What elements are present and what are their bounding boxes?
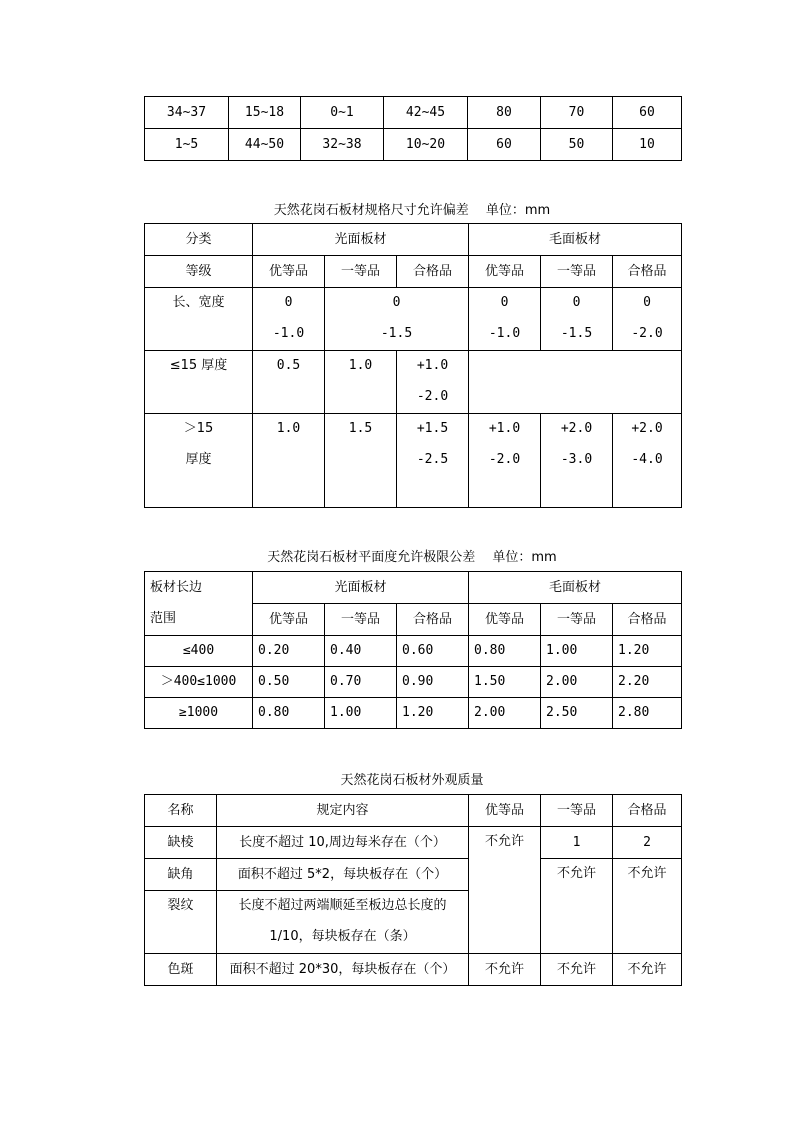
label-upper: ＞15 bbox=[183, 421, 214, 436]
table-appearance-quality bbox=[144, 794, 682, 986]
table-cell bbox=[397, 414, 469, 508]
header-polished: 光面板材 bbox=[253, 224, 469, 256]
header-rough: 毛面板材 bbox=[469, 572, 682, 604]
table-row bbox=[145, 288, 682, 351]
table-cell: 0~1 bbox=[301, 97, 384, 129]
table-cell: 2.00 bbox=[541, 667, 613, 698]
table-cell: 10~20 bbox=[384, 129, 468, 161]
value-upper: 0 bbox=[572, 295, 581, 310]
table-header-row bbox=[145, 224, 682, 256]
table-cell: 0.50 bbox=[253, 667, 325, 698]
table-cell bbox=[541, 288, 613, 351]
table-cell bbox=[253, 288, 325, 351]
header-grade-cell: 合格品 bbox=[397, 256, 469, 288]
empty-merged-cell bbox=[469, 351, 682, 414]
table-cell: 34~37 bbox=[145, 97, 229, 129]
row-label: ≥1000 bbox=[145, 698, 253, 729]
value-upper: 0 bbox=[500, 295, 509, 310]
table-caption-dimension-tolerance: 天然花岗石板材规格尺寸允许偏差 单位：mm bbox=[273, 203, 551, 218]
table-cell: 不允许 bbox=[613, 859, 682, 954]
table-cell: 不允许 bbox=[541, 954, 613, 986]
value-lower: -1.0 bbox=[488, 326, 521, 341]
row-label-thickness-le15: ≤15 厚度 bbox=[145, 351, 253, 414]
table-cell: 80 bbox=[468, 97, 541, 129]
table-row bbox=[145, 827, 682, 859]
table-cell bbox=[541, 414, 613, 508]
table-cell: 2.20 bbox=[613, 667, 682, 698]
value-upper: +2.0 bbox=[631, 421, 663, 436]
table-cell: 2.50 bbox=[541, 698, 613, 729]
header-rough: 毛面板材 bbox=[469, 224, 682, 256]
header-polished: 光面板材 bbox=[253, 572, 469, 604]
table-flatness-tolerance bbox=[144, 571, 682, 729]
table-caption-flatness-tolerance: 天然花岗石板材平面度允许极限公差 单位：mm bbox=[267, 550, 557, 565]
table-cell: 不允许 bbox=[469, 954, 541, 986]
table-row bbox=[145, 129, 682, 161]
table-row bbox=[145, 414, 682, 508]
table-cell bbox=[325, 288, 469, 351]
defect-content: 长度不超过 10,周边每米存在（个） bbox=[217, 827, 469, 859]
table-cell: 0.5 bbox=[253, 351, 325, 414]
header-label-lower: 范围 bbox=[150, 611, 177, 626]
value-upper: +2.0 bbox=[560, 421, 593, 436]
value-lower: -1.0 bbox=[272, 326, 305, 341]
table-cell: 32~38 bbox=[301, 129, 384, 161]
table-cell bbox=[469, 414, 541, 508]
table-cell: 0.60 bbox=[397, 636, 469, 667]
value-upper: +1.0 bbox=[416, 358, 449, 373]
defect-content: 面积不超过 20*30，每块板存在（个） bbox=[217, 954, 469, 986]
header-grade-cell: 一等品 bbox=[325, 256, 397, 288]
header-grade-cell: 合格品 bbox=[613, 604, 682, 636]
table-cell bbox=[397, 351, 469, 414]
table-row bbox=[145, 667, 682, 698]
table-cell: 1.20 bbox=[397, 698, 469, 729]
defect-name: 缺角 bbox=[145, 859, 217, 891]
table-header-row bbox=[145, 256, 682, 288]
table-cell: 不允许 bbox=[541, 859, 613, 954]
row-label-length-width: 长、宽度 bbox=[145, 288, 253, 351]
header-category: 分类 bbox=[145, 224, 253, 256]
table-cell: 0.90 bbox=[397, 667, 469, 698]
table-cell: 2.80 bbox=[613, 698, 682, 729]
header-grade-cell: 优等品 bbox=[253, 604, 325, 636]
row-label: ≤400 bbox=[145, 636, 253, 667]
table-cell: 0.80 bbox=[469, 636, 541, 667]
table-cell bbox=[613, 414, 682, 508]
header-grade-cell: 一等品 bbox=[541, 604, 613, 636]
table-dimension-tolerance bbox=[144, 223, 682, 508]
value-lower: -2.0 bbox=[416, 389, 449, 404]
table-cell: 2.00 bbox=[469, 698, 541, 729]
table-cell: 10 bbox=[613, 129, 682, 161]
value-lower: -2.0 bbox=[488, 452, 521, 467]
header-grade-cell: 合格品 bbox=[397, 604, 469, 636]
value-lower: -1.5 bbox=[380, 326, 413, 341]
table-cell: 42~45 bbox=[384, 97, 468, 129]
header-grade-cell: 一等品 bbox=[541, 256, 613, 288]
defect-name: 裂纹 bbox=[145, 891, 217, 954]
table-cell: 2 bbox=[613, 827, 682, 859]
header-grade-cell: 一等品 bbox=[325, 604, 397, 636]
value-upper: +1.5 bbox=[416, 421, 449, 436]
defect-content: 面积不超过 5*2，每块板存在（个） bbox=[217, 859, 469, 891]
value-lower: -3.0 bbox=[560, 452, 593, 467]
header-grade-cell: 优等品 bbox=[253, 256, 325, 288]
header-first: 一等品 bbox=[541, 795, 613, 827]
table-cell: 15~18 bbox=[229, 97, 301, 129]
header-grade-cell: 优等品 bbox=[469, 256, 541, 288]
header-superior: 优等品 bbox=[469, 795, 541, 827]
header-length-range bbox=[145, 572, 253, 636]
table-row bbox=[145, 636, 682, 667]
value-upper: +1.0 bbox=[488, 421, 521, 436]
defect-name: 缺棱 bbox=[145, 827, 217, 859]
header-name: 名称 bbox=[145, 795, 217, 827]
value-lower: -4.0 bbox=[631, 452, 663, 467]
table-cell: 1.20 bbox=[613, 636, 682, 667]
table-header-row bbox=[145, 795, 682, 827]
value-lower: -2.0 bbox=[631, 326, 663, 341]
defect-content bbox=[217, 891, 469, 954]
table-cell: 1 bbox=[541, 827, 613, 859]
row-label: ＞400≤1000 bbox=[145, 667, 253, 698]
table-cell: 0.70 bbox=[325, 667, 397, 698]
table-cell: 不允许 bbox=[613, 954, 682, 986]
header-content: 规定内容 bbox=[217, 795, 469, 827]
table-cell: 1.0 bbox=[253, 414, 325, 508]
value-upper: 0 bbox=[643, 295, 651, 310]
value-lower: -2.5 bbox=[416, 452, 449, 467]
table-row bbox=[145, 97, 682, 129]
table-continuation bbox=[144, 96, 682, 161]
table-row bbox=[145, 954, 682, 986]
header-grade-cell: 合格品 bbox=[613, 256, 682, 288]
table-cell: 不允许 bbox=[469, 827, 541, 954]
header-grade-cell: 优等品 bbox=[469, 604, 541, 636]
header-qualified: 合格品 bbox=[613, 795, 682, 827]
value-lower: -1.5 bbox=[560, 326, 593, 341]
table-row bbox=[145, 351, 682, 414]
table-cell: 44~50 bbox=[229, 129, 301, 161]
table-cell: 1.0 bbox=[325, 351, 397, 414]
header-label-upper: 板材长边 bbox=[150, 580, 203, 595]
table-cell: 1~5 bbox=[145, 129, 229, 161]
table-header-row bbox=[145, 572, 682, 604]
table-cell: 60 bbox=[468, 129, 541, 161]
table-cell: 0.40 bbox=[325, 636, 397, 667]
table-cell: 0.20 bbox=[253, 636, 325, 667]
table-cell: 1.00 bbox=[325, 698, 397, 729]
table-cell: 0.80 bbox=[253, 698, 325, 729]
table-cell: 70 bbox=[541, 97, 613, 129]
table-row bbox=[145, 698, 682, 729]
table-cell: 1.50 bbox=[469, 667, 541, 698]
value-upper: 0 bbox=[284, 295, 293, 310]
table-caption-appearance-quality: 天然花岗石板材外观质量 bbox=[340, 773, 484, 788]
defect-name: 色斑 bbox=[145, 954, 217, 986]
content-line: 1/10，每块板存在（条） bbox=[269, 929, 416, 944]
value-upper: 0 bbox=[392, 295, 401, 310]
label-lower: 厚度 bbox=[185, 452, 212, 467]
table-cell bbox=[613, 288, 682, 351]
header-grade: 等级 bbox=[145, 256, 253, 288]
table-row bbox=[145, 859, 682, 891]
row-label-thickness-gt15 bbox=[145, 414, 253, 508]
table-cell: 60 bbox=[613, 97, 682, 129]
table-cell: 1.5 bbox=[325, 414, 397, 508]
table-cell: 1.00 bbox=[541, 636, 613, 667]
table-cell bbox=[469, 288, 541, 351]
table-cell: 50 bbox=[541, 129, 613, 161]
content-line: 长度不超过两端顺延至板边总长度的 bbox=[238, 898, 447, 913]
